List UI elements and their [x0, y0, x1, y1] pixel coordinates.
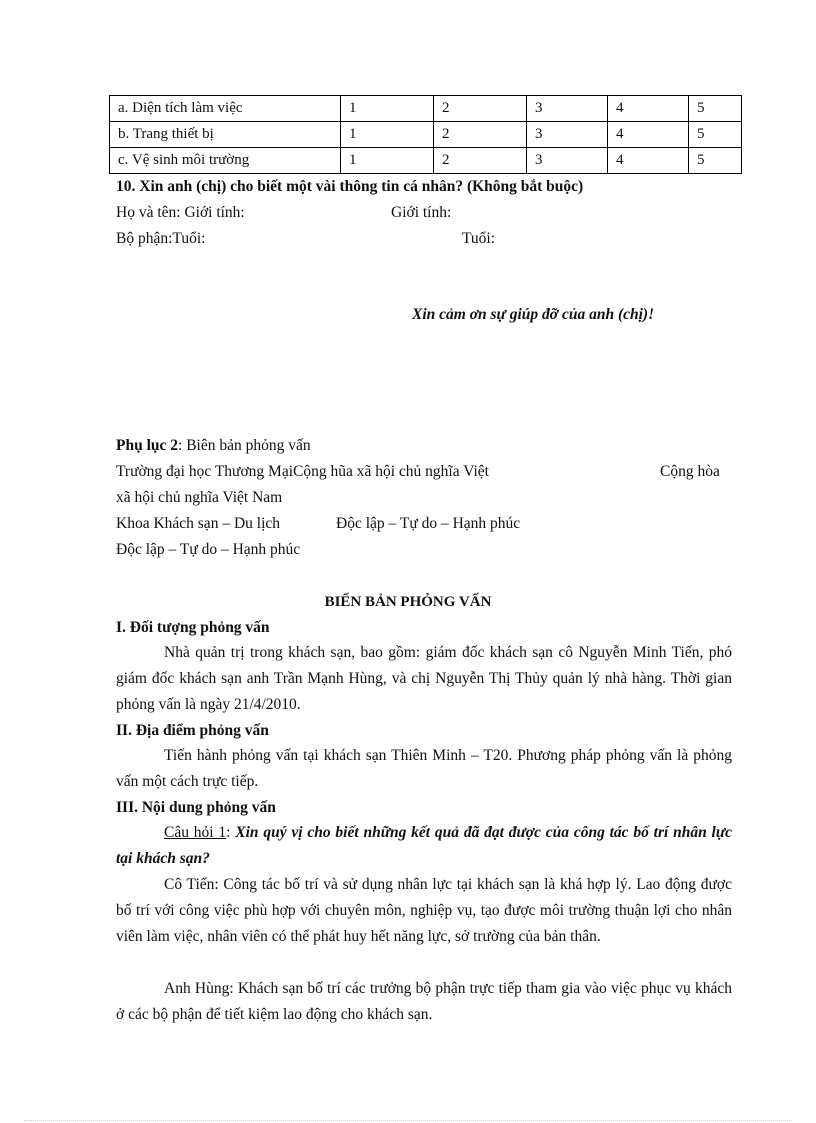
score-cell: 1 — [341, 96, 434, 122]
score-cell: 2 — [434, 122, 527, 148]
score-cell: 4 — [608, 122, 689, 148]
report-title: BIẾN BẢN PHỎNG VẤN — [324, 594, 492, 610]
section-1-heading: I. Đối tượng phỏng vấn — [116, 619, 270, 636]
score-cell: 4 — [608, 148, 689, 174]
header-line-2: xã hội chủ nghĩa Việt Nam — [116, 489, 283, 506]
thank-you-note: Xin cảm ơn sự giúp đỡ của anh (chị)! — [412, 306, 655, 323]
section-2-text — [116, 743, 732, 795]
table-row — [110, 96, 742, 122]
faculty-name: Khoa Khách sạn – Du lịch — [116, 515, 280, 532]
question-10-title: 10. Xin anh (chị) cho biết một vài thông tin cá nhân? (Không bắt buộc) — [116, 178, 584, 195]
criterion-cell: c. Vệ sinh môi trường — [110, 148, 341, 174]
table-row — [110, 148, 742, 174]
header-line-1: Trường đại học Thương MạiCộng hũa xã hội chủ nghĩa Việt — [116, 463, 489, 480]
motto-repeat: Độc lập – Tự do – Hạnh phúc — [116, 541, 301, 558]
table-row — [110, 122, 742, 148]
appendix-heading — [116, 436, 311, 456]
answer-hung — [116, 976, 732, 1028]
criterion-cell: a. Diện tích làm việc — [110, 96, 341, 122]
question-1-separator: : — [226, 824, 236, 841]
section-2-body: Tiến hành phỏng vấn tại khách sạn Thiên Minh – T20. Phương pháp phỏng vấn là phỏng vấn một cách trực tiếp. — [116, 747, 732, 790]
section-1-text — [116, 640, 732, 718]
score-cell: 4 — [608, 96, 689, 122]
header-line-1-right: Cộng hòa — [660, 463, 720, 480]
appendix-subtitle: : Biên bản phỏng vấn — [178, 437, 311, 454]
score-cell: 1 — [341, 148, 434, 174]
score-cell: 3 — [527, 148, 608, 174]
gender-label: Giới tính: — [391, 204, 452, 221]
score-cell: 1 — [341, 122, 434, 148]
score-cell: 3 — [527, 122, 608, 148]
page-bottom-divider — [24, 1120, 792, 1121]
answer-tien — [116, 872, 732, 950]
question-1-label: Câu hỏi 1 — [164, 824, 227, 841]
answer-hung-text: Anh Hùng: Khách sạn bố trí các trưởng bộ phận trực tiếp tham gia vào việc phục vụ khách ở các bộ phận để tiết kiệm lao động cho khách sạn. — [116, 980, 732, 1023]
name-label: Họ và tên: Giới tính: — [116, 204, 245, 221]
section-1-body: Nhà quản trị trong khách sạn, bao gồm: giám đốc khách sạn cô Nguyễn Minh Tiến, phó giám đốc khách sạn anh Trần Mạnh Hùng, và chị Nguyễn Thị Thủy quản lý nhà hàng. Thời gian phỏng vấn là ngày 21/4/2010. — [116, 644, 732, 713]
section-2-heading: II. Địa điểm phỏng vấn — [116, 722, 269, 739]
motto: Độc lập – Tự do – Hạnh phúc — [336, 515, 521, 532]
age-label: Tuổi: — [462, 230, 496, 247]
appendix-label: Phụ lục 2 — [116, 437, 179, 454]
score-cell: 3 — [527, 96, 608, 122]
score-cell: 5 — [689, 148, 742, 174]
score-cell: 2 — [434, 148, 527, 174]
criterion-cell: b. Trang thiết bị — [110, 122, 341, 148]
answer-tien-text: Cô Tiến: Công tác bố trí và sử dụng nhân lực tại khách sạn là khá hợp lý. Lao động được bố trí với công việc phù hợp với chuyên môn, nghiệp vụ, tạo được môi trường thuận lợi cho nhân viên làm việc, nhân viên có thể phát huy hết năng lực, sở trường của bản thân. — [116, 876, 732, 945]
score-cell: 5 — [689, 96, 742, 122]
rating-table — [109, 95, 742, 174]
section-3-heading: III. Nội dung phỏng vấn — [116, 799, 276, 816]
department-label: Bộ phận:Tuổi: — [116, 230, 206, 247]
score-cell: 5 — [689, 122, 742, 148]
question-1-text: Xin quý vị cho biết những kết quả đã đạt được của công tác bố trí nhân lực tại khách sạn? — [116, 824, 732, 867]
question-1 — [116, 820, 732, 872]
score-cell: 2 — [434, 96, 527, 122]
